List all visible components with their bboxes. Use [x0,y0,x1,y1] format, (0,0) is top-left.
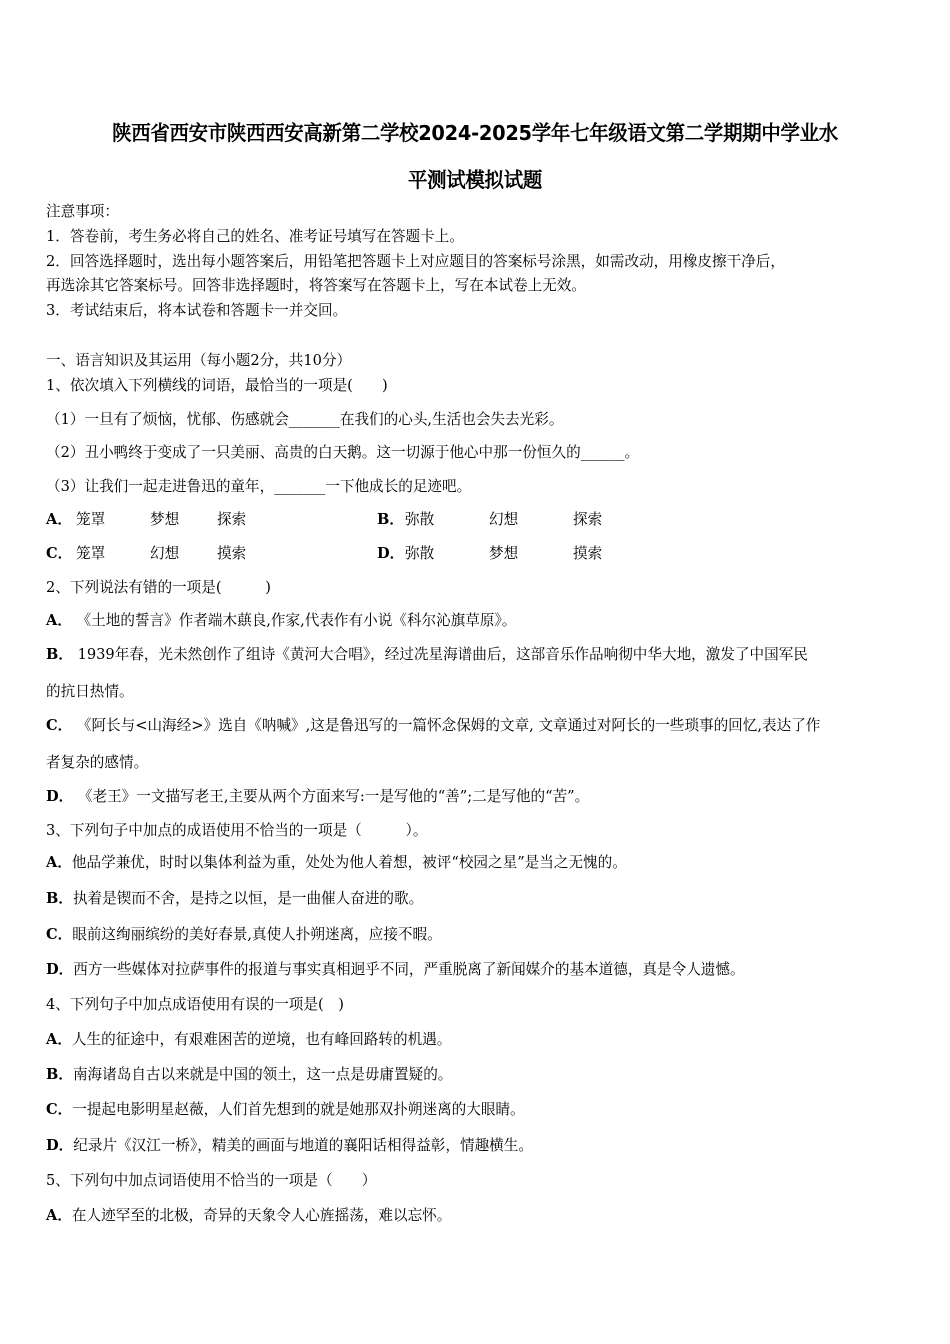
notes-heading: 注意事项： [46,203,119,220]
exam-title-line2: 平测试模拟试题 [408,168,542,192]
q1-option-a-word-2: 梦想 [150,511,180,528]
q3-option-b [46,889,423,909]
q4-option-d [46,1136,533,1156]
notes-item-3: 3．考试结束后，将本试卷和答题卡一并交回。 [46,302,348,319]
q3-option-c [46,925,442,945]
q5-stem: 5、下列句中加点词语使用不恰当的一项是（ ） [46,1172,377,1189]
q1-option-a-word-1: 笼罩 [76,511,106,528]
q4-option-d-text: 纪录片《汉江一桥》，精美的画面与地道的襄阳话相得益彰，情趣横生。 [73,1137,533,1154]
q3-option-b-text: 执着是锲而不舍，是持之以恒，是一曲催人奋进的歌。 [72,890,424,907]
q4-option-b [46,1065,452,1085]
q3-option-d [46,960,745,980]
q2-option-b [46,645,808,665]
q1-sentence-1: （1）一旦有了烦恼，忧郁、伤感就会_______在我们的心头,生活也会失去光彩。 [46,411,564,428]
q2-option-b-text: 1939年春，光未然创作了组诗《黄河大合唱》，经过冼星海谱曲后，这部音乐作品响彻中华大地，激发了中国军民 [77,646,808,663]
q2-option-b-continued: 的抗日热情。 [46,683,134,700]
q3-option-b-label: B． [46,890,73,907]
section-1-heading: 一、语言知识及其运用（每小题2分，共10分） [46,352,352,369]
q1-option-b-word-1: 弥散 [405,511,435,528]
q1-option-b-word-3: 探索 [573,511,603,528]
q4-stem: 4、下列句子中加点成语使用有误的一项是( ) [46,996,344,1013]
q2-option-d-text: 《老王》一文描写老王,主要从两个方面来写:一是写他的“善”;二是写他的“苦”。 [77,788,590,805]
q4-option-c [46,1100,525,1120]
q1-option-b-word-2: 幻想 [489,511,519,528]
q3-option-a-text: 他品学兼优，时时以集体利益为重，处处为他人着想，被评“校园之星”是当之无愧的。 [71,854,627,871]
q1-option-b-label: B． [377,511,404,528]
notes-item-1: 1．答卷前，考生务必将自己的姓名、准考证号填写在答题卡上。 [46,228,464,245]
q2-option-c [46,716,820,736]
q1-option-c-word-1: 笼罩 [76,545,106,562]
q1-option-d-word-1: 弥散 [405,545,435,562]
q4-option-d-label: D． [46,1137,74,1154]
q2-option-d-label: D． [46,788,74,805]
q5-option-a-label: A． [46,1207,72,1224]
q2-option-a [46,611,516,631]
q1-option-a-label: A． [46,511,72,528]
q4-option-a [46,1030,451,1050]
q1-sentence-2: （2）丑小鸭终于变成了一只美丽、高贵的白天鹅。这一切源于他心中那一份恒久的______。 [46,444,640,461]
q1-option-a-word-3: 探索 [217,511,247,528]
q4-option-b-text: 南海诸岛自古以来就是中国的领土，这一点是毋庸置疑的。 [72,1066,453,1083]
q5-option-a [46,1206,451,1226]
exam-title-line1: 陕西省西安市陕西西安高新第二学校2024-2025学年七年级语文第二学期期中学业水 [112,121,838,145]
q4-option-c-label: C． [46,1101,73,1118]
q2-stem: 2、下列说法有错的一项是( ) [46,579,271,596]
q2-option-d [46,787,589,807]
q1-option-d-label: D． [377,545,405,562]
q4-option-b-label: B． [46,1066,73,1083]
q2-option-b-label: B． [46,646,73,663]
q3-option-d-label: D． [46,961,74,978]
q1-option-c-word-2: 幻想 [150,545,180,562]
q3-option-a [46,853,627,873]
q3-option-a-label: A． [46,854,72,871]
q1-option-d-word-2: 梦想 [489,545,519,562]
q1-option-c-word-3: 摸索 [217,545,247,562]
q1-stem: 1、依次填入下列横线的词语，最恰当的一项是( ) [46,377,388,394]
q3-option-c-label: C． [46,926,73,943]
q1-option-d-word-3: 摸索 [573,545,603,562]
q2-option-a-text: 《土地的誓言》作者端木蕻良,作家,代表作有小说《科尔沁旗草原》。 [76,612,517,629]
q3-stem: 3、下列句子中加点的成语使用不恰当的一项是（ ）。 [46,822,428,839]
q1-sentence-3: （3）让我们一起走进鲁迅的童年，_______一下他成长的足迹吧。 [46,478,472,495]
q2-option-c-label: C． [46,717,73,734]
q2-option-c-continued: 者复杂的感情。 [46,754,149,771]
q4-option-a-label: A． [46,1031,72,1048]
notes-item-2-continued: 再选涂其它答案标号。回答非选择题时，将答案写在答题卡上，写在本试卷上无效。 [46,277,586,294]
q4-option-a-text: 人生的征途中，有艰难困苦的逆境，也有峰回路转的机遇。 [71,1031,452,1048]
q5-option-a-text: 在人迹罕至的北极，奇异的天象令人心旌摇荡，难以忘怀。 [71,1207,452,1224]
q1-option-c-label: C． [46,545,73,562]
q3-option-c-text: 眼前这绚丽缤纷的美好春景,真使人扑朔迷离，应接不暇。 [72,926,442,943]
q4-option-c-text: 一提起电影明星赵薇，人们首先想到的就是她那双扑朔迷离的大眼睛。 [72,1101,525,1118]
q3-option-d-text: 西方一些媒体对拉萨事件的报道与事实真相迥乎不同，严重脱离了新闻媒介的基本道德，真是令人遗憾。 [73,961,745,978]
q2-option-a-label: A． [46,612,72,629]
notes-item-2: 2．回答选择题时，选出每小题答案后，用铅笔把答题卡上对应题目的答案标号涂黑，如需改动，用橡皮擦干净后， [46,253,785,270]
q2-option-c-text: 《阿长与<山海经>》选自《呐喊》,这是鲁迅写的一篇怀念保姆的文章, 文章通过对阿长的一些琐事的回忆,表达了作 [76,717,821,734]
